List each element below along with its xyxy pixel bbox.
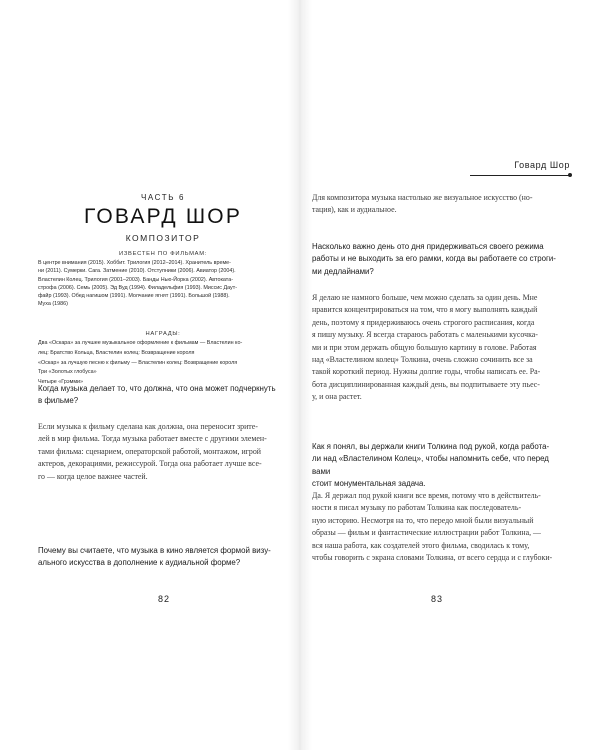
book-gutter xyxy=(288,0,312,750)
chapter-title: ГОВАРД ШОР xyxy=(83,205,243,228)
answer-line: актеров, декорациями, режиссурой. Тогда она работает лучше все- xyxy=(38,459,262,469)
page-number-right: 83 xyxy=(430,594,443,604)
question-line: Как я понял, вы держали книги Толкина под рукой, когда работа- xyxy=(312,442,550,451)
awards-line: Четыре «Грэмми» xyxy=(38,379,84,386)
part-label: ЧАСТЬ 6 xyxy=(140,193,185,202)
answer-line: Если музыка к фильму сделана как должна, она переносит зрите- xyxy=(38,422,258,431)
films-heading: ИЗВЕСТЕН ПО ФИЛЬМАМ: xyxy=(118,251,208,257)
answer-line: я пишу музыку. Я всегда стараюсь работать с маленькими кусочка- xyxy=(312,330,538,340)
answer-line: нравится концентрироваться на том, что я могу выполнять каждый xyxy=(312,305,538,315)
awards-section xyxy=(38,330,288,388)
question-line: ального искусства в дополнение к аудиальной форме? xyxy=(38,558,241,568)
answer-line: тация), как и аудиальное. xyxy=(312,205,397,215)
question-line: Почему вы считаете, что музыка в кино является формой визу- xyxy=(38,546,271,555)
interview-answer xyxy=(312,292,564,404)
answer-line: Для композитора музыка настолько же визуальное искусство (но- xyxy=(312,193,533,202)
chapter-subtitle: КОМПОЗИТОР xyxy=(125,233,201,243)
answer-line: ности я писал музыку по работам Толкина как последователь- xyxy=(312,503,522,513)
page-number-left: 82 xyxy=(157,594,170,604)
interview-question xyxy=(312,241,564,278)
interview-answer xyxy=(312,490,564,564)
answer-line: Я делаю не намного больше, чем можно сделать за один день. Мне xyxy=(312,293,538,302)
question-line: в фильме? xyxy=(38,396,79,406)
films-line: файр (1993). Обед нагишом (1991). Молчание ягнят (1991). Большой (1988). xyxy=(38,293,230,300)
answer-line: день, поэтому я придерживаюсь очень строгого расписания, когда xyxy=(312,317,535,327)
running-head: Говард Шор xyxy=(514,160,570,170)
question-line: ми дедлайнами? xyxy=(312,266,374,276)
films-line: Властелин Колец. Трилогия (2001–2003). Банды Нью-Йорка (2002). Автоката- xyxy=(38,276,233,283)
films-line: Муха (1986) xyxy=(38,301,68,308)
interview-question xyxy=(312,441,564,491)
awards-line: Три «Золотых глобуса» xyxy=(38,369,97,376)
films-line: ни (2011). Сумерки. Сага. Затмение (2010). Отступники (2006). Авиатор (2004). xyxy=(38,268,236,275)
answer-line: тами фильма: сценарием, операторской работой, монтажом, игрой xyxy=(38,446,262,456)
interview-question xyxy=(38,383,290,408)
question-line: Когда музыка делает то, что должна, что она может подчеркнуть xyxy=(38,384,276,393)
awards-line: «Оскар» за лучшую песню к фильму — Властелин колец: Возвращение короля xyxy=(38,359,238,366)
interview-answer xyxy=(312,192,564,217)
interview-question xyxy=(38,545,290,570)
awards-line: лец: Братство Кольца, Властелин колец: Возвращение короля xyxy=(38,349,195,356)
answer-line: такой короткий период. Нужны долгие годы, чтобы написать ее. Ра- xyxy=(312,367,541,377)
films-line: строфа (2006). Семь (2005). Эд Вуд (1994). Филадельфия (1993). Миссис Даут- xyxy=(38,284,238,291)
answer-line: Да. Я держал под рукой книги все время, потому что в действитель- xyxy=(312,491,541,500)
awards-line: Два «Оскара» за лучшее музыкальное оформление к фильмам — Властелин ко- xyxy=(38,340,243,347)
question-line: стоит монументальная задача. xyxy=(312,479,426,489)
running-head-rule xyxy=(470,175,570,176)
answer-line: ми и при этом держать общую большую картину в голове. Работая xyxy=(312,342,537,352)
question-line: работы и не выходить за его рамки, когда вы работаете со строги- xyxy=(312,254,556,264)
interview-answer xyxy=(38,421,290,483)
films-section xyxy=(38,250,288,308)
answer-line: го — когда целое важнее частей. xyxy=(38,471,148,481)
answer-line: лей в мир фильма. Тогда музыка работает вместе с другими элемен- xyxy=(38,434,267,444)
answer-line: бота дисциплинированная каждый день, вы подпитываете эту пьес- xyxy=(312,379,540,389)
films-line: В центре внимания (2015). Хоббит. Трилогия (2012–2014). Хранитель време- xyxy=(38,260,231,267)
answer-line: у, и она растет. xyxy=(312,392,362,402)
awards-heading: НАГРАДЫ: xyxy=(145,331,181,337)
question-line: ли над «Властелином Колец», чтобы напомнить себе, что перед вами xyxy=(312,454,549,476)
answer-line: над «Властелином колец» Толкина, очень сложно сочинить все за xyxy=(312,355,533,365)
answer-line: вся наша работа, как создателей этого фильма, сводилась к тому, xyxy=(312,540,530,550)
question-line: Насколько важно день ото дня придерживаться своего режима xyxy=(312,242,544,251)
answer-line: ную историю. Несмотря на то, что передо мной были визуальный xyxy=(312,515,534,525)
answer-line: чтобы говорить с экрана словами Толкина, от всего сердца и с глубоки- xyxy=(312,553,553,563)
answer-line: образы — фильм и фантастические иллюстрации работ Толкина, — xyxy=(312,528,541,538)
